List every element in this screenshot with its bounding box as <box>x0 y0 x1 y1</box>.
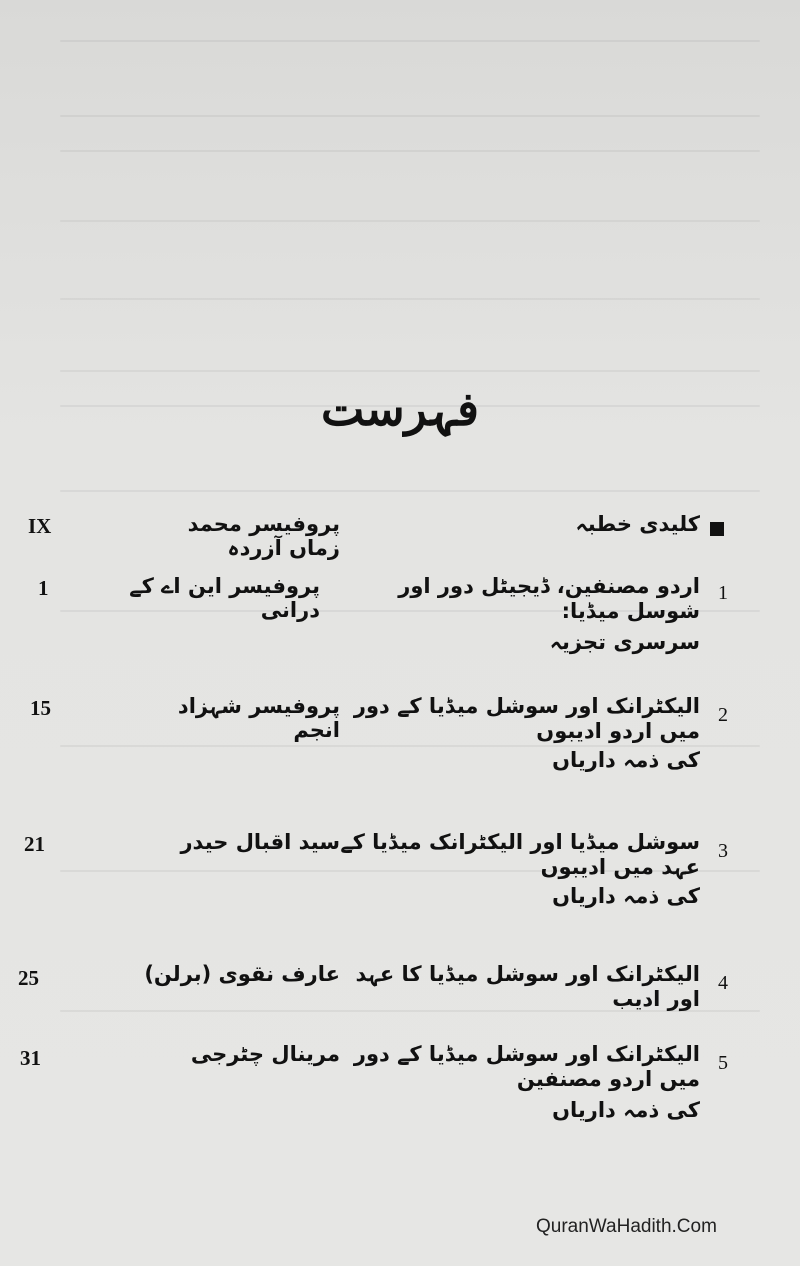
toc-entry-number: 2 <box>718 704 728 726</box>
toc-entry-title-line2: کی ذمہ داریاں <box>552 1098 700 1122</box>
toc-entry-title-line1: اردو مصنفین، ڈیجیٹل دور اور شوسل میڈیا: <box>398 574 700 624</box>
bleed-through <box>60 298 760 300</box>
bleed-through <box>60 150 760 152</box>
toc-entry-number: 3 <box>718 840 728 862</box>
bleed-through <box>60 40 760 42</box>
toc-entry-author: پروفیسر محمد زماں آزردہ <box>187 512 340 560</box>
toc-entry <box>0 690 800 800</box>
toc-entry-author: پروفیسر این اے کے درانی <box>129 574 320 622</box>
toc-entry-author: مرینال چٹرجی <box>190 1042 340 1066</box>
square-bullet-icon <box>710 522 724 536</box>
watermark-text: QuranWaHadith.Com <box>536 1216 717 1237</box>
toc-entry-number: 5 <box>718 1052 728 1074</box>
bleed-through <box>60 370 760 372</box>
toc-entry <box>0 962 800 1022</box>
toc-entry-title-line2: کی ذمہ داریاں <box>552 884 700 908</box>
toc-entry-title-line1: الیکٹرانک اور سوشل میڈیا کا عہد اور ادیب <box>355 962 700 1012</box>
toc-entry-page: 31 <box>20 1046 41 1070</box>
toc-entry-title: کلیدی خطبہ <box>575 512 700 536</box>
page-title: فہرست <box>320 382 480 436</box>
toc-entry-page: IX <box>28 514 52 538</box>
toc-entry-page: 1 <box>38 576 49 600</box>
bleed-through <box>60 490 760 492</box>
toc-entry-title-line2: سرسری تجزیہ <box>549 630 700 654</box>
toc-entry-title-line1: الیکٹرانک اور سوشل میڈیا کے دور میں اردو مصنفین <box>353 1042 700 1092</box>
toc-entry-page: 15 <box>30 696 51 720</box>
toc-entry-title-line2: کی ذمہ داریاں <box>552 748 700 772</box>
toc-entry-page: 25 <box>18 966 39 990</box>
toc-entry-title-line1: سوشل میڈیا اور الیکٹرانک میڈیا کے عہد میں ادیبوں <box>340 830 700 880</box>
toc-entry-number: 1 <box>718 582 728 604</box>
toc-entry-number: 4 <box>718 972 728 994</box>
toc-entry-author: پروفیسر شہزاد انجم <box>177 694 340 742</box>
toc-entry <box>0 1042 800 1152</box>
toc-entry <box>0 826 800 936</box>
toc-entry-author: عارف نقوی (برلن) <box>144 962 340 986</box>
toc-entry-title-line1: الیکٹرانک اور سوشل میڈیا کے دور میں اردو ادیبوں <box>353 694 700 744</box>
toc-entry-page: 21 <box>24 832 45 856</box>
toc-entry <box>0 570 800 680</box>
toc-keynote-row <box>0 508 800 568</box>
bleed-through <box>60 220 760 222</box>
bleed-through <box>60 115 760 117</box>
toc-entry-author: سید اقبال حیدر <box>180 830 340 854</box>
